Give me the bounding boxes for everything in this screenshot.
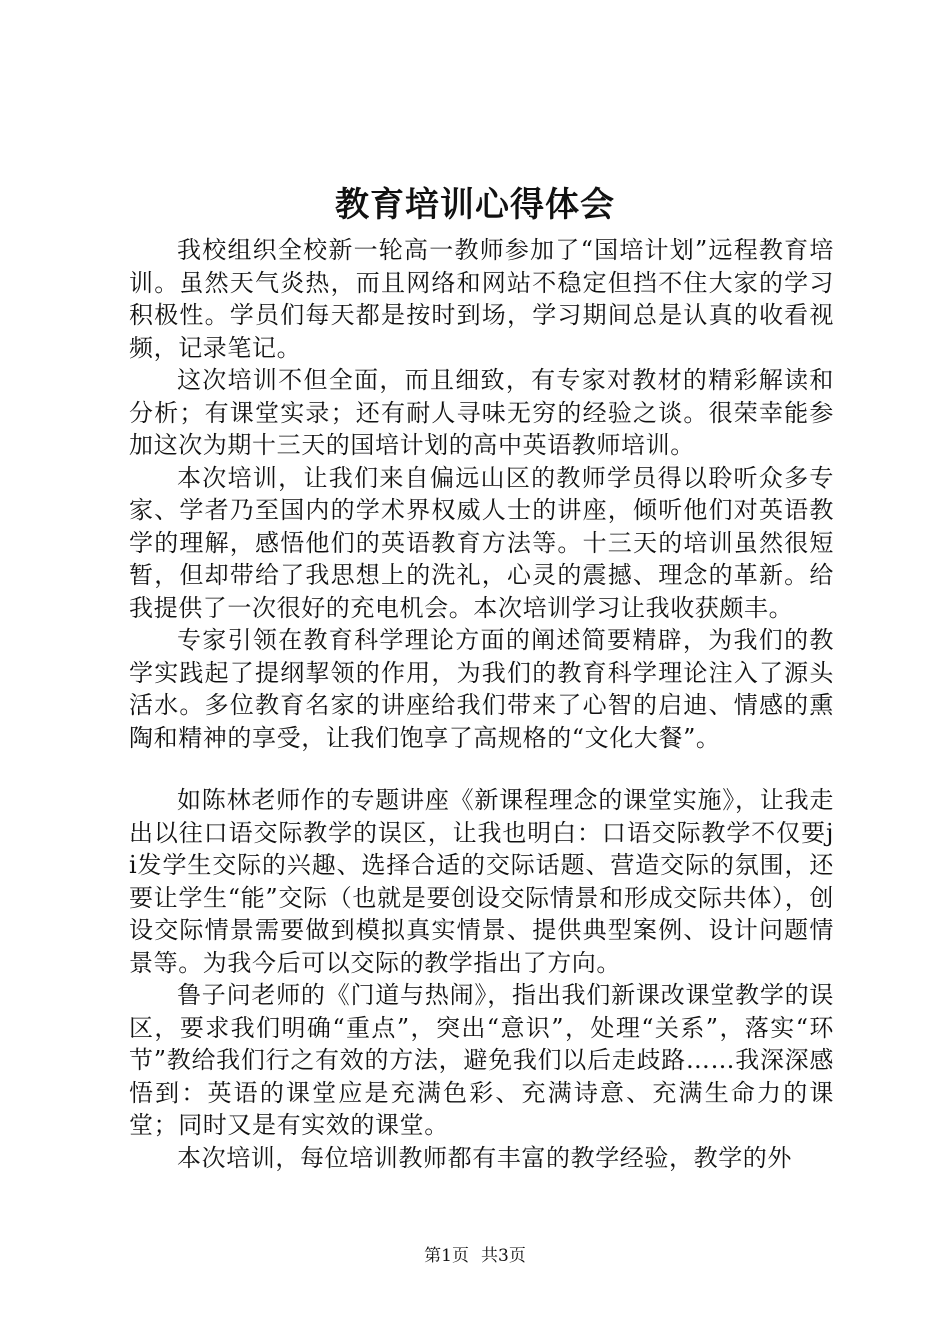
paragraph-6: 鲁子问老师的《门道与热闹》，指出我们新课改课堂教学的误区，要求我们明确“重点”，突出“意识”，处理“关系”，落实“环节”教给我们行之有效的方法，避免我们以后走歧路……我深深感悟到：英语的课堂应是充满色彩、充满诗意、充满生命力的课堂；同时又是有实效的课堂。 — [129, 981, 834, 1139]
paragraph-2: 这次培训不但全面，而且细致，有专家对教材的精彩解读和分析；有课堂实录；还有耐人寻味无穷的经验之谈。很荣幸能参加这次为期十三天的国培计划的高中英语教师培训。 — [129, 366, 834, 459]
page-footer — [0, 1244, 950, 1268]
page-total: 共3页 — [481, 1246, 526, 1266]
document-title: 教育培训心得体会 — [335, 185, 615, 225]
page-number: 第1页 — [424, 1246, 469, 1266]
paragraph-5: 如陈林老师作的专题讲座《新课程理念的课堂实施》，让我走出以往口语交际教学的误区，让我也明白：口语交际教学不仅要ji发学生交际的兴趣、选择合适的交际话题、营造交际的氛围，还要让学生“能”交际（也就是要创设交际情景和形成交际共体），创设交际情景需要做到模拟真实情景、提供典型案例、设计问题情景等。为我今后可以交际的教学指出了方向。 — [129, 786, 834, 977]
paragraph-1: 我校组织全校新一轮高一教师参加了“国培计划”远程教育培训。虽然天气炎热，而且网络和网站不稳定但挡不住大家的学习积极性。学员们每天都是按时到场，学习期间总是认真的收看视频，记录笔记。 — [129, 236, 834, 362]
paragraph-4: 专家引领在教育科学理论方面的阐述简要精辟，为我们的教学实践起了提纲挈领的作用，为我们的教育科学理论注入了源头活水。多位教育名家的讲座给我们带来了心智的启迪、情感的熏陶和精神的享受，让我们饱享了高规格的“文化大餐”。 — [129, 626, 834, 752]
paragraph-3: 本次培训，让我们来自偏远山区的教师学员得以聆听众多专家、学者乃至国内的学术界权威人士的讲座，倾听他们对英语教学的理解，感悟他们的英语教育方法等。十三天的培训虽然很短暂，但却带给了我思想上的洗礼，心灵的震撼、理念的革新。给我提供了一次很好的充电机会。本次培训学习让我收获颇丰。 — [129, 463, 834, 622]
document-body — [129, 234, 834, 1174]
paragraph-7: 本次培训，每位培训教师都有丰富的教学经验，教学的外 — [177, 1143, 792, 1172]
